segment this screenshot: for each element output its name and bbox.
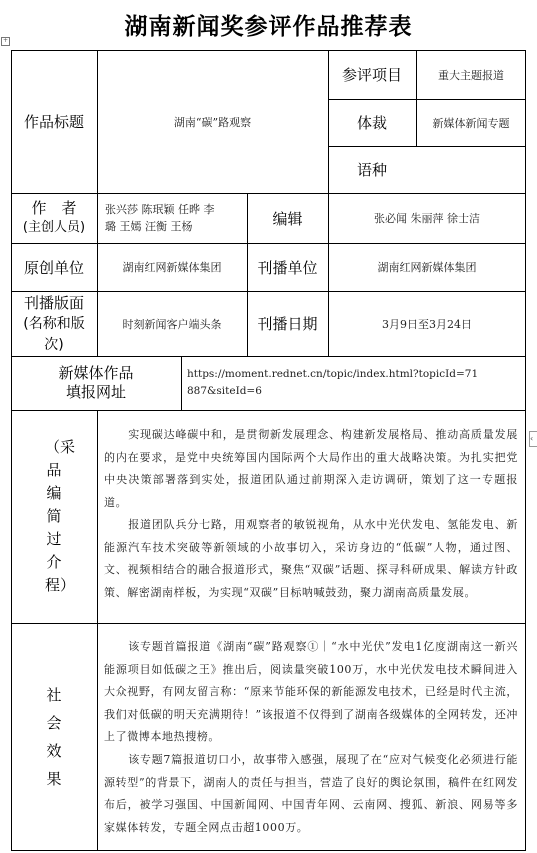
process-paragraph-2: 报道团队兵分七路，用观察者的敏锐视角，从水中光伏发电、氢能发电、新能源汽车技术突破等新领域的小故事切入，采访身边的“低碳”人物，通过图、文、视频相结合的融合报道形式，聚焦“双碳”话题、探寻科研成果、解读方针政策、解密湖南样板，为实现“双碳”目标呐喊鼓劲，聚力湖南高质量发展。 xyxy=(104,518,518,599)
edition-value[interactable]: 时刻新闻客户端头条 xyxy=(122,317,222,331)
author-label xyxy=(11,193,97,243)
original-unit-label: 原创单位 xyxy=(23,258,84,277)
table-move-handle-icon[interactable]: + xyxy=(2,37,9,44)
url-label xyxy=(11,356,181,410)
effect-paragraph-1: 该专题首篇报道《湖南“碳”路观察①｜“水中光伏”发电1亿度湖南这一新兴能源项目如低碳之王》推出后，阅读量突破100万，水中光伏发电技术瞬间进入大众视野，有网友留言称：“原来节能环保的新能源发电技术，已经是时代主流，我们对低碳的明天充满期待！”该报道不仅得到了湖南各级媒体的全网转发，还冲上了微博本地热搜榜。 xyxy=(104,640,518,743)
genre-label: 体裁 xyxy=(356,114,387,132)
process-label-text: （采品编简过介程） xyxy=(45,438,76,594)
publish-date-value[interactable]: 3月9日至3月24日 xyxy=(382,317,472,331)
authors-line1: 张兴莎 陈珉颖 任晔 李 xyxy=(105,203,215,216)
effect-paragraph-2: 该专题7篇报道切口小，故事带入感强，展现了在“应对气候变化必须进行能源转型”的背景下，湖南人的责任与担当，营造了良好的舆论氛围，稿件在红网发布后，被学习强国、中国新闻网、中国青年网、云南网、搜狐、新浪、网易等多家媒体转发，专题全网点击超1000万。 xyxy=(104,753,518,834)
effect-label xyxy=(11,623,97,850)
editor-value[interactable]: 张必闻 朱丽萍 徐士洁 xyxy=(374,212,480,225)
authors-value[interactable] xyxy=(97,193,247,243)
side-scroll-tab-icon[interactable]: ‹ xyxy=(529,431,537,447)
page-title: 湖南新闻奖参评作品推荐表 xyxy=(124,14,413,40)
publish-unit-value[interactable]: 湖南红网新媒体集团 xyxy=(377,261,477,274)
process-label xyxy=(11,410,97,623)
publish-unit-label: 刊播单位 xyxy=(257,258,318,277)
edition-label-line1: 刊播版面 xyxy=(23,294,84,312)
original-unit-value[interactable]: 湖南红网新媒体集团 xyxy=(122,261,222,274)
work-title-value[interactable]: 湖南“碳”路观察 xyxy=(173,115,252,129)
edition-label xyxy=(11,291,97,356)
url-label-line1: 新媒体作品 xyxy=(58,364,134,382)
genre-value[interactable]: 新媒体新闻专题 xyxy=(432,116,510,130)
edition-label-line3: 次) xyxy=(44,337,64,353)
author-label-line1: 作 者 xyxy=(31,199,77,217)
category-value[interactable]: 重大主题报道 xyxy=(438,68,504,82)
url-label-line2: 填报网址 xyxy=(65,383,126,401)
publish-date-label: 刊播日期 xyxy=(257,315,318,333)
url-link-line2[interactable]: 887&siteId=6 xyxy=(187,385,262,397)
url-value[interactable] xyxy=(181,356,526,410)
recommendation-table xyxy=(11,50,526,851)
editor-label: 编辑 xyxy=(272,209,303,228)
language-value[interactable] xyxy=(416,146,526,193)
category-label: 参评项目 xyxy=(341,66,402,84)
edition-label-line2: (名称和版 xyxy=(23,316,85,332)
author-label-line2: (主创人员) xyxy=(22,220,86,235)
authors-line2: 璐 王嫣 汪衡 王杨 xyxy=(105,220,193,233)
effect-label-text: 社会效果 xyxy=(46,685,62,788)
language-label: 语种 xyxy=(356,161,387,179)
work-title-label: 作品标题 xyxy=(23,113,84,131)
url-link-line1[interactable]: https://moment.rednet.cn/topic/index.html?topicId=71 xyxy=(187,368,479,380)
process-paragraph-1: 实现碳达峰碳中和，是贯彻新发展理念、构建新发展格局、推动高质量发展的内在要求，是党中央统筹国内国际两个大局作出的重大战略决策。为扎实把党中央决策部署落到实处，报道团队通过前期深入走访调研，策划了这一专题报道。 xyxy=(104,428,518,509)
